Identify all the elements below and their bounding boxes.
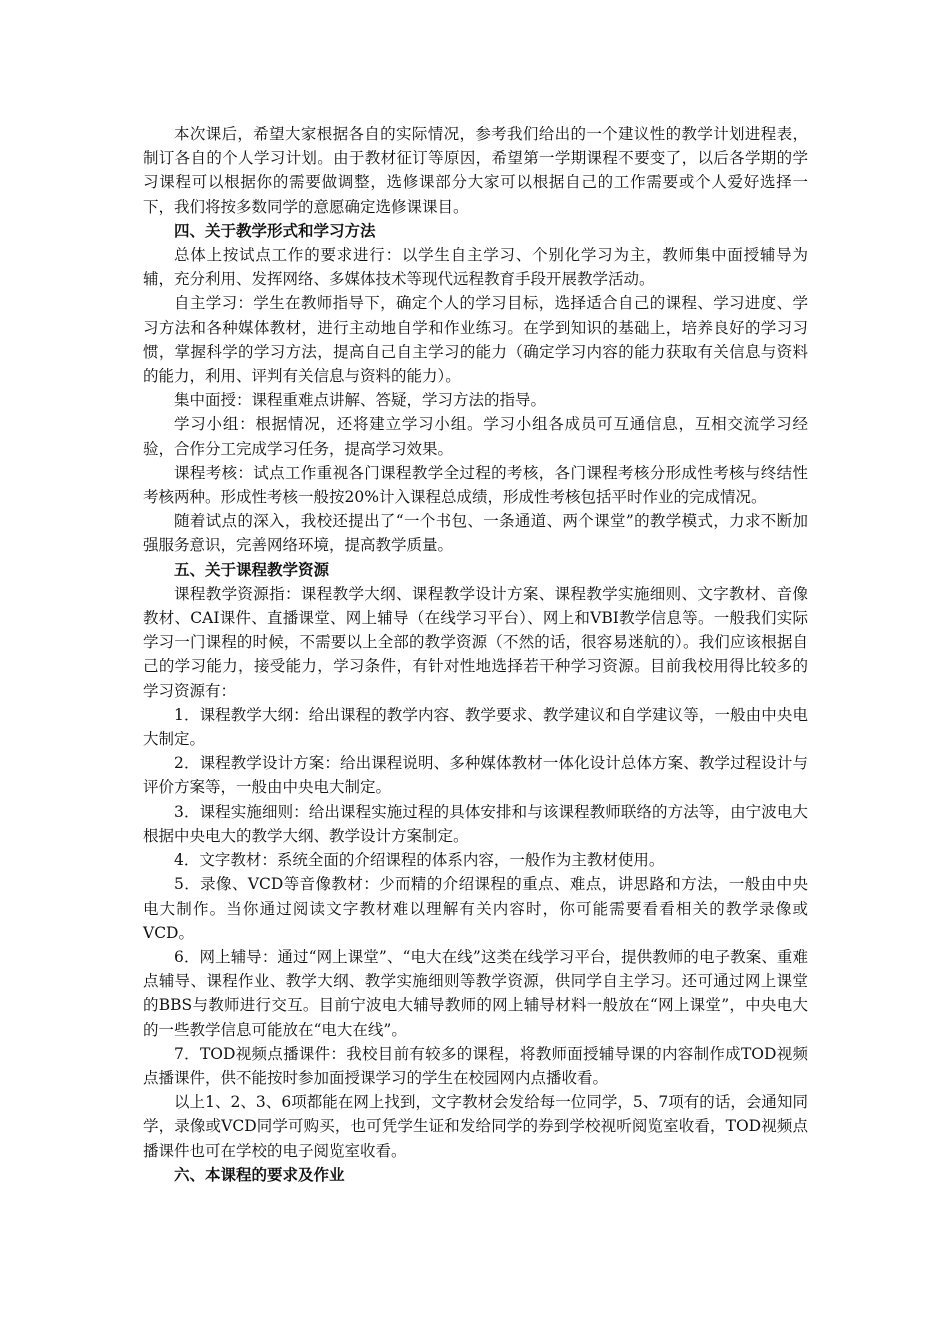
- section-heading-4: 四、关于教学形式和学习方法: [174, 221, 376, 240]
- paragraph: 课程考核：试点工作重视各门课程教学全过程的考核，各门课程考核分形成性考核与终结性考核两种。形成性考核一般按20%计入课程总成绩，形成性考核包括平时作业的完成情况。: [143, 463, 808, 507]
- list-item: 2．课程教学设计方案：给出课程说明、多种媒体教材一体化设计总体方案、教学过程设计与评价方案等，一般由中央电大制定。: [143, 754, 808, 797]
- section-heading-6: 六、本课程的要求及作业: [174, 1165, 345, 1184]
- list-item: 6．网上辅导：通过“网上课堂”、“电大在线”这类在线学习平台，提供教师的电子教案、重难点辅导、课程作业、教学大纲、教学实施细则等教学资源，供同学自主学习。还可通过网上课堂的BBS与教师进行交互。目前宁波电大辅导教师的网上辅导材料一般放在“网上课堂”，中央电大的一些教学信息可能放在“电大在线”。: [143, 947, 808, 1039]
- paragraph: 自主学习：学生在教师指导下，确定个人的学习目标，选择适合自己的课程、学习进度、学习方法和各种媒体教材，进行主动地自学和作业练习。在学到知识的基础上，培养良好的学习习惯，掌握科学的学习方法，提高自己自主学习的能力（确定学习内容的能力获取有关信息与资料的能力，利用、评判有关信息与资料的能力）。: [143, 294, 808, 386]
- paragraph: 以上1、2、3、6项都能在网上找到，文字教材会发给每一位同学，5、7项有的话，会通知同学，录像或VCD同学可购买，也可凭学生证和发给同学的券到学校视听阅览室收看，TOD视频点播课件也可在学校的电子阅览室收看。: [143, 1093, 808, 1160]
- paragraph: 本次课后，希望大家根据各自的实际情况，参考我们给出的一个建议性的教学计划进程表，制订各自的个人学习计划。由于教材征订等原因，希望第一学期课程不要变了，以后各学期的学习课程可以根据你的需要做调整，选修课部分大家可以根据自己的工作需要或个人爱好选择一下，我们将按多数同学的意愿确定选修课课目。: [143, 125, 808, 216]
- list-item: 3．课程实施细则：给出课程实施过程的具体安排和与该课程教师联络的方法等，由宁波电大根据中央电大的教学大纲、教学设计方案制定。: [143, 802, 808, 845]
- section-heading-5: 五、关于课程教学资源: [174, 560, 330, 579]
- paragraph: 集中面授：课程重难点讲解、答疑，学习方法的指导。: [174, 391, 547, 410]
- list-item: 1．课程教学大纲：给出课程的教学内容、教学要求、教学建议和自学建议等，一般由中央电大制定。: [143, 705, 808, 749]
- paragraph: 学习小组：根据情况，还将建立学习小组。学习小组各成员可互通信息，互相交流学习经验，合作分工完成学习任务，提高学习效果。: [143, 415, 808, 458]
- list-item: 7．TOD视频点播课件：我校目前有较多的课程，将教师面授辅导课的内容制作成TOD视频点播课件，供不能按时参加面授课学习的学生在校园网内点播收看。: [143, 1044, 808, 1087]
- paragraph: 总体上按试点工作的要求进行：以学生自主学习、个别化学习为主，教师集中面授辅导为辅，充分利用、发挥网络、多媒体技术等现代远程教育手段开展教学活动。: [143, 246, 808, 289]
- list-item: 4．文字教材：系统全面的介绍课程的体系内容，一般作为主教材使用。: [174, 851, 665, 870]
- paragraph: 随着试点的深入，我校还提出了“一个书包、一条通道、两个课堂”的教学模式，力求不断加强服务意识，完善网络环境，提高教学质量。: [143, 512, 808, 555]
- list-item: 5．录像、VCD等音像教材：少而精的介绍课程的重点、难点，讲思路和方法，一般由中央电大制作。当你通过阅读文字教材难以理解有关内容时，你可能需要看看相关的教学录像或VCD。: [143, 875, 808, 942]
- document-body: [143, 122, 808, 1187]
- paragraph: 课程教学资源指：课程教学大纲、课程教学设计方案、课程教学实施细则、文字教材、音像教材、CAI课件、直播课堂、网上辅导（在线学习平台）、网上和VBI教学信息等。一般我们实际学习一门课程的时候，不需要以上全部的教学资源（不然的话，很容易迷航的）。我们应该根据自己的学习能力，接受能力，学习条件，有针对性地选择若干种学习资源。目前我校用得比较多的学习资源有：: [143, 584, 808, 700]
